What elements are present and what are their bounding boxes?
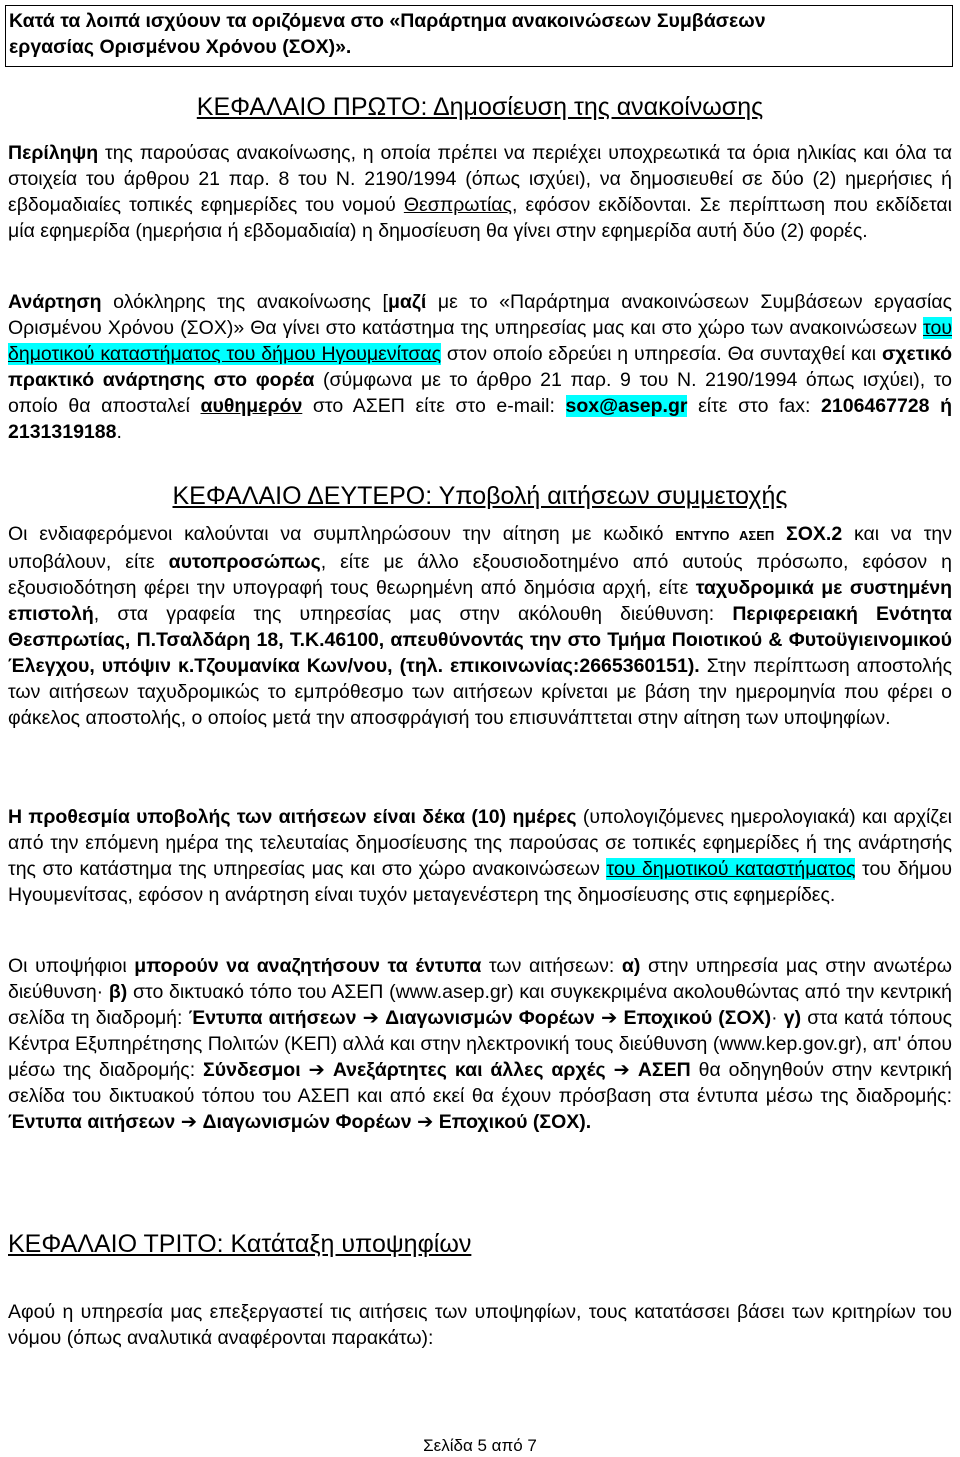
text-run: σχετικό πρακτικό ανάρτησης στο φορέα	[8, 343, 953, 391]
text-run: αυτοπροσώπως	[168, 551, 321, 573]
summary-label: Περίληψη	[8, 142, 99, 164]
arrow-right-icon: ➔	[362, 1007, 379, 1029]
text-run: Διαγωνισμών Φορέων	[385, 1007, 595, 1029]
chapter-3-paragraph-1: Αφού η υπηρεσία μας επεξεργαστεί τις αιτήσεις των υποψηφίων, τους κατατάσσει βάσει των κριτηρίων του νόμου (όπως αναλυτικά αναφέρονται παρακάτω):	[8, 1301, 952, 1349]
text-run: (σύμφωνα με το άρθρο 21 παρ. 9 του Ν. 2190/1994 όπως ισχύει), το οποίο θα αποσταλεί	[8, 369, 952, 417]
text-run: στο δικτυακό τόπο του ΑΣΕΠ (www.asep.gr) και συγκεκριμένα ακολουθώντας από την κεντρική σελίδα τη διαδρομή:	[8, 981, 952, 1029]
postal-address: Περιφερειακή Ενότητα Θεσπρωτίας, Π.Τσαλδάρη 18, Τ.Κ.46100, απευθύνοντάς την στο Τμήμα Ποιοτικού & Φυτοϋγιεινομικού Έλεγχου, υπόψιν κ.Τζουμανίκα Κων/νου, (τηλ. επικοινωνίας:2665360151).	[8, 603, 952, 677]
arrow-right-icon: ➔	[600, 1007, 618, 1029]
form-code: ΣΟΧ.2	[774, 523, 843, 545]
deadline-text: Η προθεσμία υποβολής των αιτήσεων είναι δέκα (10) ημέρες	[8, 806, 577, 828]
text-run: Σύνδεσμοι	[203, 1059, 301, 1081]
chapter-2-title: ΚΕΦΑΛΑΙΟ ΔΕΥΤΕΡΟ: Υποβολή αιτήσεων συμμετοχής	[172, 482, 788, 510]
fax-numbers: 2106467728 ή 2131319188	[8, 395, 953, 443]
text-run: στο ΑΣΕΠ είτε στο e-mail:	[302, 395, 566, 417]
text-run: με το «Παράρτημα ανακοινώσεων Συμβάσεων εργασίας Ορισμένου Χρόνου (ΣΟΧ)» Θα γίνει στο κατάστημα της υπηρεσίας μας και στο χώρο των ανακοινώσεων	[8, 291, 952, 339]
text-run: και να την υποβάλουν, είτε	[8, 523, 952, 573]
text-run: είτε στο fax:	[687, 395, 822, 417]
notice-line-1: Κατά τα λοιπά ισχύουν τα οριζόμενα στο «Παράρτημα ανακοινώσεων Συμβάσεων	[9, 10, 766, 32]
text-run: Στην περίπτωση αποστολής των αιτήσεων ταχυδρομικώς το εμπρόθεσμο των αιτήσεων κρίνεται με βάση την ημερομηνία που φέρει ο φάκελος αποστολής, ο οποίος μετά την αποσφράγισή του επισυνάπτεται στην αίτηση των υποψηφίων.	[8, 655, 952, 729]
municipal-building-highlight: του δημοτικού καταστήματος του δήμου Ηγουμενίτσας	[8, 317, 952, 365]
text-run: αυθημερόν	[200, 395, 303, 417]
text-run: του δήμου Ηγουμενίτσας, εφόσον η ανάρτηση είναι τυχόν μεταγενέστερη της δημοσίευσης στις εφημερίδες.	[8, 858, 953, 906]
text-run: .	[116, 421, 122, 443]
form-code-label: ΕΝΤΥΠΟ ΑΣΕΠ	[675, 528, 775, 543]
text-run: μαζί	[387, 291, 427, 313]
notice-box-text	[9, 8, 949, 60]
text-run: Έντυπα αιτήσεων	[188, 1007, 357, 1029]
notice-line-2: εργασίας Ορισμένου Χρόνου (ΣΟΧ)».	[9, 36, 352, 58]
text-run: , είτε με άλλο εξουσιοδοτημένο από αυτούς πρόσωπο, εφόσον η εξουσιοδότηση φέρει την υπογραφή τους θεωρημένη από δημόσια αρχή, είτε	[8, 551, 952, 599]
text-run: Οι ενδιαφερόμενοι καλούνται να συμπληρώσουν την αίτηση με κωδικό	[8, 523, 676, 545]
chapter-1-title: ΚΕΦΑΛΑΙΟ ΠΡΩΤΟ: Δημοσίευση της ανακοίνωσης	[196, 93, 764, 121]
text-run: , εφόσον εκδίδονται. Σε περίπτωση που εκδίδεται μία εφημερίδα (ημερήσια ή εβδομαδιαία) η δημοσίευση θα γίνει στην εφημερίδα αυτή δύο (2) φορές.	[8, 194, 952, 242]
chapter-2-paragraph-1	[8, 521, 952, 731]
arrow-right-icon: ➔	[613, 1059, 630, 1081]
text-run: ολόκληρης της ανακοίνωσης [	[101, 291, 388, 313]
text-run: , στα γραφεία της υπηρεσίας μας στην ακόλουθη διεύθυνση:	[93, 603, 733, 625]
text-run: Ανεξάρτητες και άλλες αρχές	[332, 1059, 606, 1081]
text-run: β)	[108, 981, 128, 1003]
chapter-2-paragraph-2	[8, 804, 952, 908]
text-run: ΑΣΕΠ	[637, 1059, 691, 1081]
text-run: στα κατά τόπους Κέντρα Εξυπηρέτησης Πολιτών (ΚΕΠ) αλλά και στην ηλεκτρονική τους διεύθυνση (www.kep.gov.gr), απ' όπου μέσω της διαδρομής:	[8, 1007, 952, 1081]
municipal-building-highlight: του δημοτικού καταστήματος	[606, 858, 856, 880]
text-run: α)	[621, 955, 641, 977]
chapter-1-paragraph-1	[8, 140, 952, 244]
chapter-2-paragraph-3	[8, 953, 952, 1135]
arrow-right-icon: ➔	[416, 1111, 434, 1133]
text-run: θα οδηγηθούν στην κεντρική σελίδα του δικτυακού τόπου του ΑΣΕΠ και από εκεί θα έχουν πρόσβαση στα έντυπα μέσω της διαδρομής:	[8, 1059, 952, 1107]
text-run: μπορούν να αναζητήσουν τα έντυπα	[134, 955, 482, 977]
text-run: Έντυπα αιτήσεων	[8, 1111, 176, 1133]
text-run: Εποχικού (ΣΟΧ).	[438, 1111, 592, 1133]
text-run: της παρούσας ανακοίνωσης, η οποία πρέπει να περιέχει υποχρεωτικά τα όρια ηλικίας και όλα τα στοιχεία του άρθρου 21 παρ. 8 του Ν. 2190/1994 (όπως ισχύει), να δημοσιευθεί σε δύο (2) ημερήσιες ή εβδομαδιαίες τοπικές εφημερίδες του νομού	[8, 142, 952, 216]
posting-label: Ανάρτηση	[8, 291, 102, 313]
text-run: (υπολογιζόμενες ημερολογιακά) και αρχίζει από την επόμενη ημέρα της τελευταίας δημοσίευσης της παρούσας σε τοπικές εφημερίδες ή της ανάρτησής της στο κατάστημα της υπηρεσίας μας και στο χώρο ανακοινώσεων	[8, 806, 953, 880]
text-run: στον οποίο εδρεύει η υπηρεσία. Θα συνταχθεί και	[441, 343, 882, 365]
text-run: των αιτήσεων:	[481, 955, 622, 977]
chapter-3-title: ΚΕΦΑΛΑΙΟ ΤΡΙΤΟ: Κατάταξη υποψηφίων	[8, 1230, 472, 1258]
text-run: ·	[771, 1007, 784, 1029]
page-number: Σελίδα 5 από 7	[423, 1436, 537, 1455]
arrow-right-icon: ➔	[180, 1111, 198, 1133]
text-run: ταχυδρομικά με συστημένη επιστολή	[8, 577, 952, 625]
prefecture-name: Θεσπρωτίας	[403, 194, 512, 216]
email-address: sox@asep.gr	[565, 395, 688, 417]
text-run: Διαγωνισμών Φορέων	[202, 1111, 412, 1133]
text-run: Οι υποψήφιοι	[8, 955, 135, 977]
text-run: στην υπηρεσία μας στην ανωτέρω διεύθυνση·	[8, 955, 952, 1003]
text-run: γ)	[783, 1007, 802, 1029]
text-run: Εποχικού (ΣΟΧ)	[623, 1007, 772, 1029]
arrow-right-icon: ➔	[308, 1059, 325, 1081]
chapter-1-paragraph-2	[8, 289, 952, 445]
